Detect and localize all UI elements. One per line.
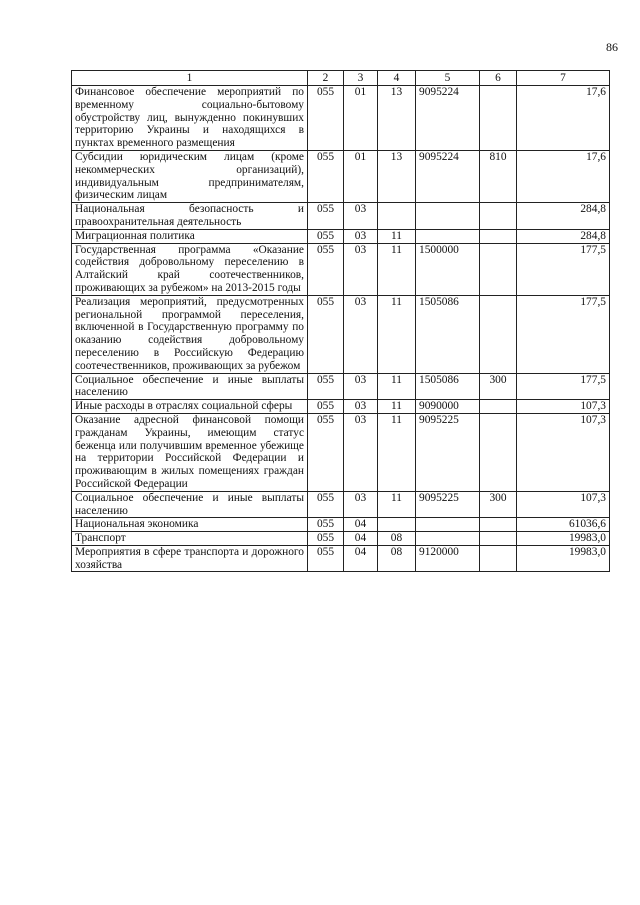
expense-type-code	[480, 413, 517, 491]
target-code	[416, 532, 480, 546]
subsection-code: 08	[378, 545, 416, 572]
row-name: Государственная программа «Оказание содействия добровольному переселению в Алтайский край соотечественников, проживающих за рубежом» на 2013-2015 годы	[72, 243, 308, 295]
section-code: 03	[344, 400, 378, 414]
table-row	[72, 86, 610, 151]
target-code: 1505086	[416, 373, 480, 400]
adm-code: 055	[308, 373, 344, 400]
row-name: Реализация мероприятий, предусмотренных региональной программой переселения, включенной в Государственную программу по оказанию содействия добровольному переселению в Российскую Федерацию соотечественников, проживающих за рубежом	[72, 295, 308, 373]
section-code: 03	[344, 229, 378, 243]
subsection-code: 08	[378, 532, 416, 546]
subsection-code: 11	[378, 491, 416, 518]
target-code: 1500000	[416, 243, 480, 295]
section-code: 03	[344, 203, 378, 230]
subsection-code	[378, 203, 416, 230]
target-code: 9095224	[416, 86, 480, 151]
section-code: 03	[344, 295, 378, 373]
row-name: Национальная экономика	[72, 518, 308, 532]
column-header: 4	[378, 71, 416, 86]
amount: 177,5	[517, 295, 610, 373]
column-header: 7	[517, 71, 610, 86]
expense-type-code: 810	[480, 150, 517, 202]
adm-code: 055	[308, 295, 344, 373]
row-name: Оказание адресной финансовой помощи гражданам Украины, имеющим статус беженца или получившим временное убежище на территории Российской Федерации и проживающим в жилых помещениях граждан Российской Федерации	[72, 413, 308, 491]
expense-type-code	[480, 243, 517, 295]
expense-type-code: 300	[480, 373, 517, 400]
target-code: 9090000	[416, 400, 480, 414]
row-name: Национальная безопасность и правоохранительная деятельность	[72, 203, 308, 230]
adm-code: 055	[308, 400, 344, 414]
table-row	[72, 229, 610, 243]
subsection-code	[378, 518, 416, 532]
subsection-code: 13	[378, 86, 416, 151]
table-row	[72, 491, 610, 518]
target-code: 9095225	[416, 413, 480, 491]
expense-type-code	[480, 532, 517, 546]
row-name: Миграционная политика	[72, 229, 308, 243]
adm-code: 055	[308, 532, 344, 546]
section-code: 03	[344, 373, 378, 400]
amount: 107,3	[517, 491, 610, 518]
subsection-code: 11	[378, 413, 416, 491]
adm-code: 055	[308, 203, 344, 230]
subsection-code: 11	[378, 295, 416, 373]
section-code: 01	[344, 86, 378, 151]
amount: 107,3	[517, 413, 610, 491]
table-row	[72, 545, 610, 572]
amount: 17,6	[517, 86, 610, 151]
page-number: 86	[606, 40, 618, 54]
row-name: Социальное обеспечение и иные выплаты населению	[72, 373, 308, 400]
column-header: 1	[72, 71, 308, 86]
row-name: Субсидии юридическим лицам (кроме некоммерческих организаций), индивидуальным предпринимателям, физическим лицам	[72, 150, 308, 202]
adm-code: 055	[308, 518, 344, 532]
section-code: 03	[344, 413, 378, 491]
target-code: 1505086	[416, 295, 480, 373]
row-name: Мероприятия в сфере транспорта и дорожного хозяйства	[72, 545, 308, 572]
table-row	[72, 532, 610, 546]
adm-code: 055	[308, 545, 344, 572]
expense-type-code	[480, 229, 517, 243]
subsection-code: 11	[378, 400, 416, 414]
section-code: 04	[344, 518, 378, 532]
row-name: Финансовое обеспечение мероприятий по временному социально-бытовому обустройству лиц, вынужденно покинувших территорию Украины и находящихся в пунктах временного размещения	[72, 86, 308, 151]
budget-table	[71, 70, 610, 572]
table-row	[72, 518, 610, 532]
expense-type-code	[480, 86, 517, 151]
amount: 61036,6	[517, 518, 610, 532]
section-code: 03	[344, 491, 378, 518]
subsection-code: 11	[378, 243, 416, 295]
amount: 284,8	[517, 203, 610, 230]
adm-code: 055	[308, 229, 344, 243]
row-name: Социальное обеспечение и иные выплаты населению	[72, 491, 308, 518]
amount: 19983,0	[517, 545, 610, 572]
target-code: 9095225	[416, 491, 480, 518]
header-row	[72, 71, 610, 86]
expense-type-code	[480, 518, 517, 532]
amount: 284,8	[517, 229, 610, 243]
adm-code: 055	[308, 86, 344, 151]
adm-code: 055	[308, 243, 344, 295]
column-header: 3	[344, 71, 378, 86]
row-name: Транспорт	[72, 532, 308, 546]
subsection-code: 11	[378, 373, 416, 400]
target-code: 9095224	[416, 150, 480, 202]
section-code: 04	[344, 532, 378, 546]
amount: 17,6	[517, 150, 610, 202]
amount: 19983,0	[517, 532, 610, 546]
expense-type-code	[480, 203, 517, 230]
section-code: 01	[344, 150, 378, 202]
column-header: 2	[308, 71, 344, 86]
target-code	[416, 518, 480, 532]
section-code: 03	[344, 243, 378, 295]
table-row	[72, 400, 610, 414]
adm-code: 055	[308, 491, 344, 518]
target-code: 9120000	[416, 545, 480, 572]
table-row	[72, 373, 610, 400]
expense-type-code	[480, 400, 517, 414]
target-code	[416, 203, 480, 230]
expense-type-code	[480, 545, 517, 572]
table-row	[72, 295, 610, 373]
expense-type-code	[480, 295, 517, 373]
table-row	[72, 413, 610, 491]
expense-type-code: 300	[480, 491, 517, 518]
table-row	[72, 150, 610, 202]
target-code	[416, 229, 480, 243]
table-row	[72, 203, 610, 230]
subsection-code: 11	[378, 229, 416, 243]
subsection-code: 13	[378, 150, 416, 202]
table-row	[72, 243, 610, 295]
amount: 107,3	[517, 400, 610, 414]
amount: 177,5	[517, 373, 610, 400]
section-code: 04	[344, 545, 378, 572]
column-header: 5	[416, 71, 480, 86]
column-header: 6	[480, 71, 517, 86]
row-name: Иные расходы в отраслях социальной сферы	[72, 400, 308, 414]
adm-code: 055	[308, 413, 344, 491]
amount: 177,5	[517, 243, 610, 295]
adm-code: 055	[308, 150, 344, 202]
